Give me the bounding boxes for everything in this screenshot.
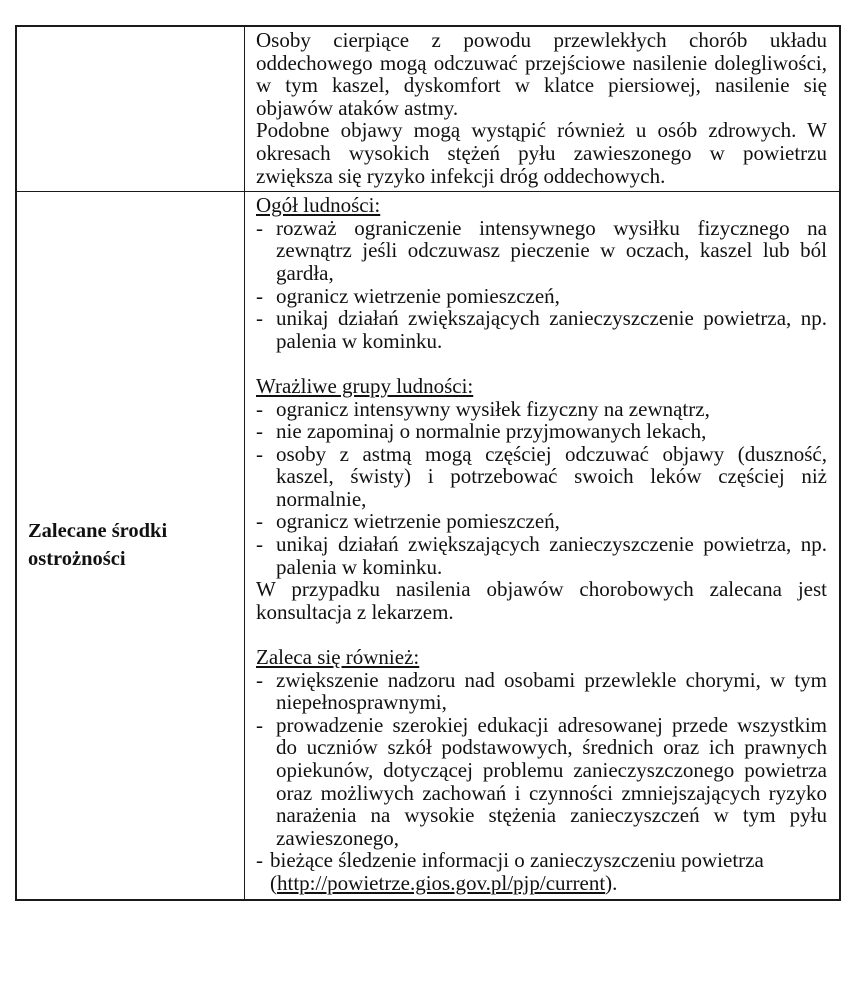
list-item-text: ogranicz intensywny wysiłek fizyczny na zewnątrz,	[276, 396, 710, 421]
precautions-cell	[245, 192, 841, 900]
list-item-text: zwiększenie nadzoru nad osobami przewlekle chorymi, w tym niepełnosprawnymi,	[276, 667, 827, 715]
list-item	[256, 398, 827, 421]
health-advice-table	[15, 25, 841, 901]
dash-bullet: -	[256, 396, 263, 421]
list-item-text: ogranicz wietrzenie pomieszczeń,	[276, 509, 560, 534]
row-label-precautions: Zalecane środki ostrożności	[16, 192, 245, 900]
list-item	[256, 510, 827, 533]
list-item-text: unikaj działań zwiększających zanieczyszczenie powietrza, np. palenia w kominku.	[276, 532, 827, 579]
list-item-text: osoby z astmą mogą częściej odczuwać objawy (duszność, kaszel, świsty) i potrzebować swoich leków częściej niż normalnie,	[276, 441, 827, 511]
general-population-list	[256, 217, 827, 353]
list-item	[256, 533, 827, 578]
row-label-empty	[16, 26, 245, 192]
sensitive-groups-list	[256, 398, 827, 579]
list-item	[256, 307, 827, 352]
also-recommended-heading: Zaleca się również:	[256, 645, 420, 670]
list-item	[256, 669, 827, 714]
dash-bullet: -	[256, 215, 263, 240]
list-item-text: ogranicz wietrzenie pomieszczeń,	[276, 283, 560, 308]
dash-bullet: -	[256, 441, 263, 466]
list-item	[256, 849, 827, 894]
list-item-text: bieżące śledzenie informacji o zanieczyszczeniu powietrza	[270, 848, 764, 873]
dash-bullet: -	[256, 712, 263, 737]
spacer	[256, 623, 827, 646]
list-item	[256, 420, 827, 443]
list-item-text: unikaj działań zwiększających zanieczyszczenie powietrza, np. palenia w kominku.	[276, 306, 827, 353]
health-effects-paragraph-2: Podobne objawy mogą wystąpić również u osób zdrowych. W okresach wysokich stężeń pyłu zawieszonego w powietrzu zwiększa się ryzyko infekcji dróg oddechowych.	[256, 118, 827, 188]
dash-bullet: -	[256, 509, 263, 534]
dash-bullet: -	[256, 667, 263, 692]
table-row-precautions	[16, 192, 840, 900]
list-item-text: rozważ ograniczenie intensywnego wysiłku fizycznego na zewnątrz jeśli odczuwasz pieczenie w oczach, kaszel lub ból gardła,	[276, 215, 827, 285]
dash-bullet: -	[256, 306, 263, 331]
list-item	[256, 714, 827, 850]
link-open-paren: (	[270, 870, 277, 895]
health-effects-cell	[245, 26, 841, 192]
list-item	[256, 217, 827, 285]
air-quality-link[interactable]: http://powietrze.gios.gov.pl/pjp/current	[277, 870, 606, 895]
dash-bullet: -	[256, 848, 263, 873]
list-item-text: prowadzenie szerokiej edukacji adresowanej przede wszystkim do uczniów szkół podstawowych, średnich oraz ich prawnych opiekunów, dotyczącej problemu zanieczyszczonego powietrza oraz możliwych zachowań i czynności zmniejszających ryzyko narażenia na wysokie stężenia zanieczyszczeń w tym pyłu zawieszonego,	[276, 712, 827, 850]
health-effects-paragraph-1: Osoby cierpiące z powodu przewlekłych chorób układu oddechowego mogą odczuwać przejściowe nasilenie dolegliwości, w tym kaszel, dyskomfort w klatce piersiowej, nasilenie się objawów ataków astmy.	[256, 28, 827, 120]
list-item-text: nie zapominaj o normalnie przyjmowanych lekach,	[276, 419, 707, 444]
table-row-health-effects	[16, 26, 840, 192]
also-recommended-list	[256, 669, 827, 850]
doctor-consultation-note: W przypadku nasilenia objawów chorobowych zalecana jest konsultacja z lekarzem.	[256, 577, 827, 624]
dash-bullet: -	[256, 532, 263, 557]
list-item	[256, 285, 827, 308]
dash-bullet: -	[256, 283, 263, 308]
spacer	[256, 352, 827, 375]
list-item	[256, 443, 827, 511]
link-close-paren: ).	[605, 870, 618, 895]
dash-bullet: -	[256, 419, 263, 444]
general-population-heading: Ogół ludności:	[256, 193, 381, 218]
sensitive-groups-heading: Wrażliwe grupy ludności:	[256, 373, 474, 398]
also-recommended-list-last	[256, 849, 827, 894]
